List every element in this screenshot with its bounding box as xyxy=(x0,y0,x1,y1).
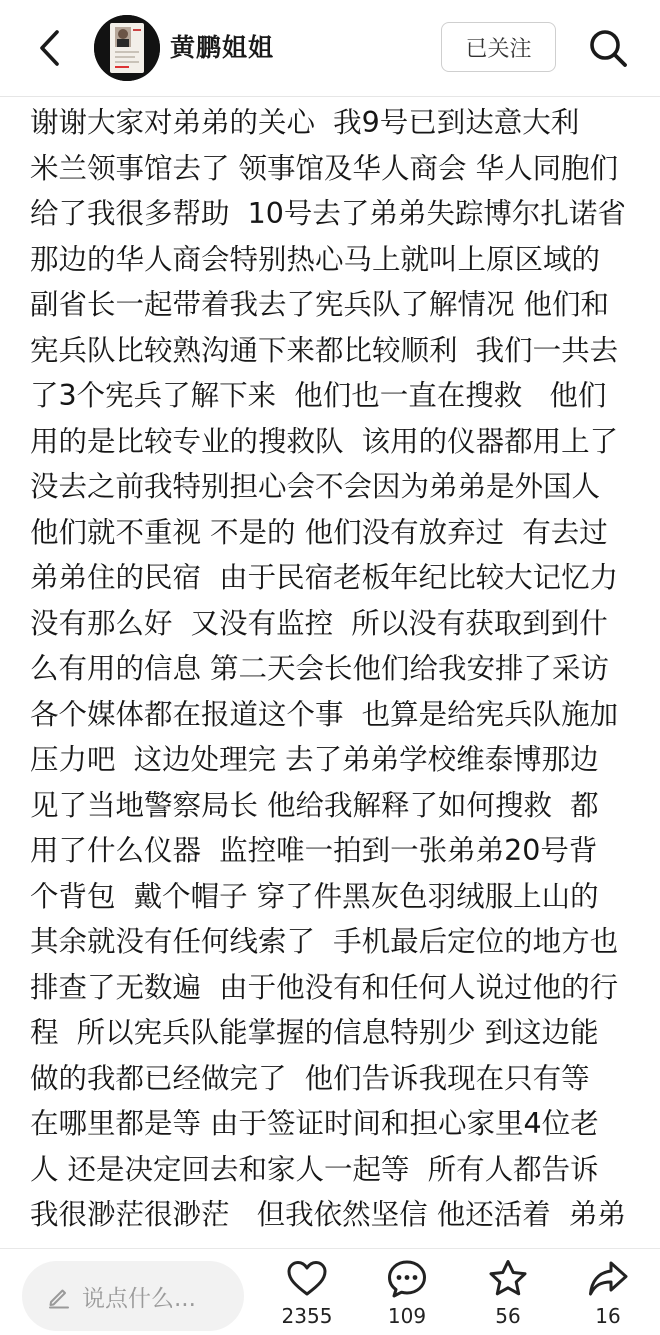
top-nav-bar xyxy=(0,0,660,97)
comment-button[interactable] xyxy=(367,1257,447,1335)
like-button[interactable] xyxy=(267,1257,347,1335)
share-arrow-icon xyxy=(586,1257,630,1301)
search-icon xyxy=(586,26,630,70)
post-text-line: 给了我很多帮助 10号去了弟弟失踪博尔扎诺省 xyxy=(30,197,626,230)
heart-icon xyxy=(285,1257,329,1301)
post-text-line: 压力吧 这边处理完 去了弟弟学校维泰博那边 xyxy=(30,743,599,776)
post-text-line: 么有用的信息 第二天会长他们给我安排了采访 xyxy=(30,652,610,685)
post-text-line: 做的我都已经做完了 他们告诉我现在只有等 xyxy=(30,1061,590,1095)
comment-input[interactable] xyxy=(22,1261,244,1331)
bottom-action-bar xyxy=(0,1248,660,1335)
post-text-line: 我很渺茫很渺茫 但我依然坚信 他还活着 弟弟 xyxy=(30,1198,626,1231)
post-text-line: 人 还是决定回去和家人一起等 所有人都告诉 xyxy=(30,1152,599,1186)
comment-count: 109 xyxy=(387,1304,427,1328)
post-text-line: 各个媒体都在报道这个事 也算是给宪兵队施加 xyxy=(30,697,619,731)
post-text-line: 弟弟住的民宿 由于民宿老板年纪比较大记忆力 xyxy=(30,561,619,594)
share-button[interactable] xyxy=(568,1257,648,1335)
share-count: 16 xyxy=(595,1304,621,1328)
post-text-line: 没去之前我特别担心会不会因为弟弟是外国人 xyxy=(30,470,601,503)
post-text-line: 那边的华人商会特别热心马上就叫上原区域的 xyxy=(30,242,601,276)
post-text-line: 没有那么好 又没有监控 所以没有获取到到什 xyxy=(30,606,608,640)
post-text-line: 米兰领事馆去了 领事馆及华人商会 华人同胞们 xyxy=(30,151,619,185)
post-text-line: 见了当地警察局长 他给我解释了如何搜救 都 xyxy=(30,788,599,822)
star-icon xyxy=(486,1257,530,1301)
post-text-line: 排查了无数遍 由于他没有和任何人说过他的行 xyxy=(30,970,619,1004)
post-text-line: 副省长一起带着我去了宪兵队了解情况 他们和 xyxy=(30,288,610,321)
post-text-line: 谢谢大家对弟弟的关心 我9号已到达意大利 xyxy=(30,106,580,139)
post-text-line: 宪兵队比较熟沟通下来都比较顺利 我们一共去 xyxy=(30,333,619,367)
post-text-line: 在哪里都是等 由于签证时间和担心家里4位老 xyxy=(30,1107,599,1140)
search-button[interactable] xyxy=(584,24,632,72)
comment-placeholder: 说点什么... xyxy=(82,1285,196,1312)
back-button[interactable] xyxy=(28,26,72,70)
post-text-line: 了3个宪兵了解下来 他们也一直在搜救 他们 xyxy=(30,379,607,412)
post-body xyxy=(30,100,635,1248)
pencil-icon xyxy=(46,1283,72,1309)
favorite-count: 56 xyxy=(495,1304,521,1328)
post-text-line: 用的是比较专业的搜救队 该用的仪器都用上了 xyxy=(30,424,619,458)
follow-button[interactable]: 已关注 xyxy=(441,22,556,72)
post-text-line: 他们就不重视 不是的 他们没有放弃过 有去过 xyxy=(30,515,608,549)
comment-bubble-icon xyxy=(385,1257,429,1301)
post-text-line: 其余就没有任何线索了 手机最后定位的地方也 xyxy=(30,925,619,958)
author-name[interactable]: 黄鹏姐姐 xyxy=(170,33,275,62)
avatar-photo-icon xyxy=(94,15,160,81)
like-count: 2355 xyxy=(281,1304,333,1328)
chevron-left-icon xyxy=(35,28,65,68)
post-text-line: 个背包 戴个帽子 穿了件黑灰色羽绒服上山的 xyxy=(30,879,599,913)
post-text-line: 程 所以宪兵队能掌握的信息特别少 到这边能 xyxy=(30,1016,599,1049)
avatar[interactable] xyxy=(94,15,160,81)
post-text-line: 用了什么仪器 监控唯一拍到一张弟弟20号背 xyxy=(30,834,598,867)
favorite-button[interactable] xyxy=(468,1257,548,1335)
